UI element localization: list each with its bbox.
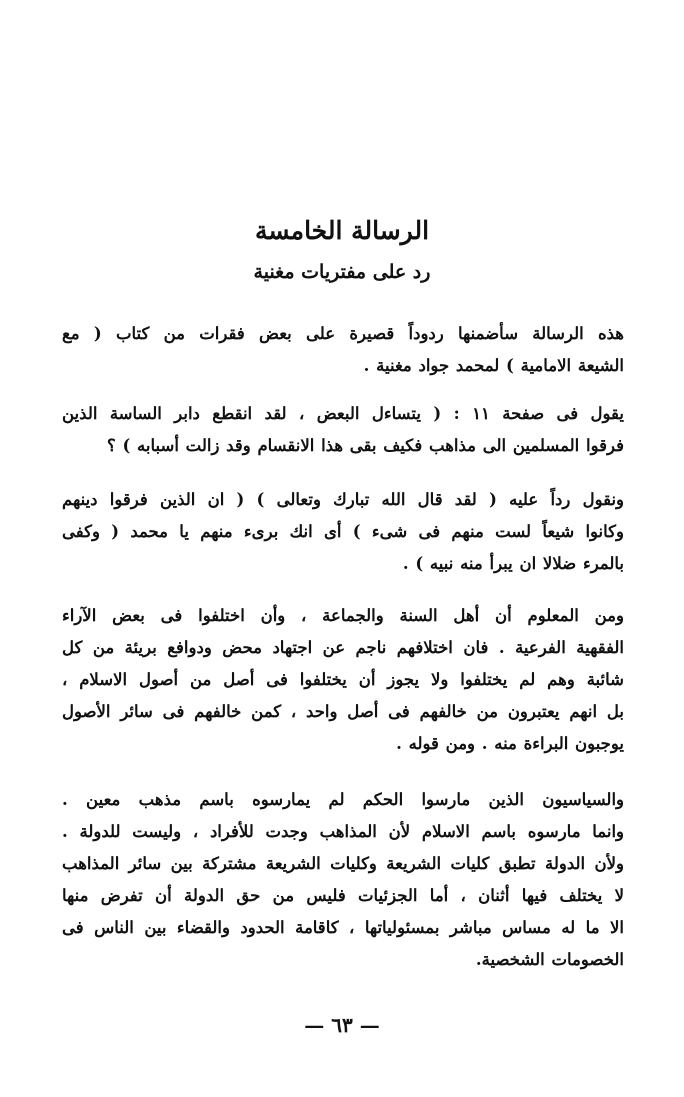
- paragraph-line: ونقول رداً عليه ( لقد قال الله تبارك وتعالى ) ( ان الذين فرقوا دينهم: [62, 490, 624, 509]
- paragraph-line: الفقهية الفرعية . فان اختلافهم ناجم عن اجتهاد محض ودوافع بريئة من كل: [62, 638, 624, 657]
- page-number: — ٦٣ —: [304, 1013, 380, 1037]
- paragraph-line: وكانوا شيعاً لست منهم فى شىء ) أى انك برىء منهم يا محمد ( وكفى: [62, 522, 624, 541]
- paragraph-line: لا يختلف فيها أثنان ، أما الجزئيات فليس من حق الدولة أن تفرض منها: [62, 886, 624, 905]
- paragraph-line: بالمرء ضلالا ان يبرأ منه نبيه ) .: [402, 554, 624, 573]
- paragraph-line: الا ما له مساس مباشر بمسئولياتها ، كاقامة الحدود والقضاء بين الناس فى: [62, 918, 624, 937]
- paragraph-5: [62, 784, 624, 976]
- paragraph-line: يوجبون البراءة منه . ومن قوله .: [396, 734, 624, 753]
- paragraph-line: الشيعة الامامية ) لمحمد جواد مغنية .: [363, 356, 624, 375]
- paragraph-line: هذه الرسالة سأضمنها ردوداً قصيرة على بعض فقرات من كتاب ( مع: [62, 324, 624, 343]
- paragraph-line: فرقوا المسلمين الى مذاهب فكيف بقى هذا الانقسام وقد زالت أسبابه ) ؟: [107, 436, 624, 455]
- chapter-title: الرسالة الخامسة: [254, 216, 430, 245]
- paragraph-line: وانما مارسوه باسم الاسلام لأن المذاهب وجدت للأفراد ، وليست للدولة .: [62, 822, 624, 841]
- chapter-subtitle: رد على مفتريات مغنية: [253, 261, 431, 283]
- paragraph-4: [62, 600, 624, 760]
- paragraph-line: شائبة وهم لم يختلفوا ولا يجوز أن يختلفوا فى أصل من أصول الاسلام ،: [62, 670, 624, 689]
- paragraph-line: بل انهم يعتبرون من خالفهم فى أصل واحد ، كمن خالفهم فى سائر الأصول: [62, 702, 624, 721]
- paragraph-3: [62, 484, 624, 580]
- paragraph-2: [62, 398, 624, 462]
- paragraph-line: الخصومات الشخصية.: [475, 950, 624, 969]
- paragraph-line: ومن المعلوم أن أهل السنة والجماعة ، وأن اختلفوا فى بعض الآراء: [62, 606, 624, 625]
- paragraph-line: يقول فى صفحة ١١ : ( يتساءل البعض ، لقد انقطع دابر الساسة الذين: [62, 404, 624, 423]
- paragraph-1: [62, 318, 624, 382]
- paragraph-line: ولأن الدولة تطبق كليات الشريعة وكليات الشريعة مشتركة بين سائر المذاهب: [62, 854, 624, 873]
- paragraph-line: والسياسيون الذين مارسوا الحكم لم يمارسوه باسم مذهب معين .: [62, 790, 624, 809]
